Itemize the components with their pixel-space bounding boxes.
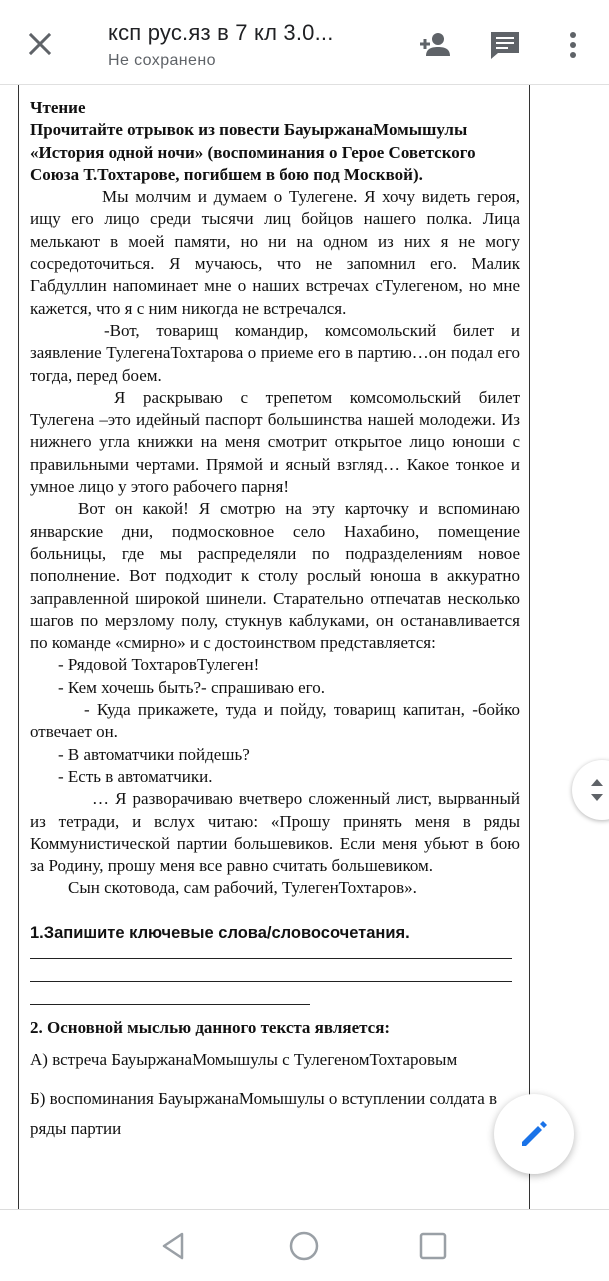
edit-pencil-icon: [518, 1118, 550, 1150]
dialogue-line: - Куда прикажете, туда и пойду, товарищ капитан, -бойко отвечает он.: [30, 700, 520, 742]
option-b: Б) воспоминания БауыржанаМомышулы о вступлении солдата в ряды партии: [30, 1088, 498, 1138]
more-vert-icon[interactable]: [556, 28, 590, 62]
paragraph-5: … Я разворачиваю вчетверо сложенный лист, вырванный из тетради, и вслух читаю: «Прошу принять меня в ряды Коммунистической партии большевиков. Если меня убьют в бою за Родину, прошу меня все равно считать большевиком.: [30, 789, 520, 876]
system-nav-bar: [0, 1209, 609, 1281]
document-title: ксп рус.яз в 7 кл 3.0...: [108, 20, 334, 45]
app-bar: [0, 0, 609, 85]
dialogue-line: - В автоматчики пойдешь?: [58, 744, 250, 764]
dialogue-line: - Рядовой ТохтаровТулеген!: [58, 655, 260, 675]
answer-line: [30, 1004, 310, 1005]
answer-line: [30, 981, 512, 982]
scroll-handle-icon: [585, 775, 609, 805]
dialogue-line: - Кем хочешь быть?- спрашиваю его.: [58, 677, 325, 697]
document-content: [30, 97, 520, 1144]
comment-icon[interactable]: [488, 28, 522, 62]
paragraph-1: Мы молчим и думаем о Тулегене. Я хочу видеть героя, ищу его лицо среди тысячи лиц бойцов нашего полка. Лица мелькают в моей памяти, но ни на одном из них я не могу сосредоточиться. Я мучаюсь, что не запомнил его. Малик Габдуллин напоминает мне о наших встречах сТулегеном, но мне кажется, что я с ним никогда не встречался.: [30, 187, 520, 318]
signature-line: Сын скотовода, сам рабочий, ТулегенТохтаров».: [68, 878, 417, 898]
dialogue-line: - Есть в автоматчики.: [58, 766, 213, 786]
add-person-icon[interactable]: [418, 28, 452, 62]
paragraph-2: -Вот, товарищ командир, комсомольский билет и заявление ТулегенаТохтарова о приеме его в партию…он подал его тогда, перед боем.: [30, 320, 520, 385]
recents-square-icon[interactable]: [415, 1228, 451, 1264]
option-a: А) встреча БауыржанаМомышулы с ТулегеномТохтаровым: [30, 1050, 458, 1070]
save-status: Не сохранено: [108, 52, 216, 69]
section-heading: Чтение: [30, 98, 86, 117]
back-triangle-icon[interactable]: [156, 1228, 192, 1264]
question-1: 1.Запишите ключевые слова/словосочетания.: [30, 923, 410, 942]
close-icon[interactable]: [22, 26, 58, 62]
instruction: Прочитайте отрывок из повести БауыржанаМомышулы «История одной ночи» (воспоминания о Герое Советского Союза Т.Тохтарове, погибшем в бою под Москвой).: [30, 120, 476, 184]
home-circle-icon[interactable]: [286, 1228, 322, 1264]
edit-fab-button[interactable]: [494, 1094, 574, 1174]
question-2: 2. Основной мыслью данного текста является:: [30, 1017, 391, 1037]
paragraph-4: Вот он какой! Я смотрю на эту карточку и вспоминаю январские дни, подмосковное село Нахабино, помещение больницы, где мы распределяли по подразделениям новое пополнение. Вот подходит к столу рослый юноша в аккуратно заправленной широкой шинели. Старательно отпечатав несколько шагов по мерзлому полу, стукнув каблуками, он останавливается по команде «смирно» и с достоинством представляется:: [30, 499, 520, 653]
document-view[interactable]: [0, 85, 609, 1209]
answer-line: [30, 958, 512, 959]
paragraph-3: Я раскрываю с трепетом комсомольский билет Тулегена –это идейный паспорт большинства нашей молодежи. Из нижнего угла книжки на меня смотрит открытое лицо юноши с правильными чертами. Прямой и ясный взгляд… Какое тонкое и умное лицо у этого рабочего парня!: [30, 387, 520, 497]
